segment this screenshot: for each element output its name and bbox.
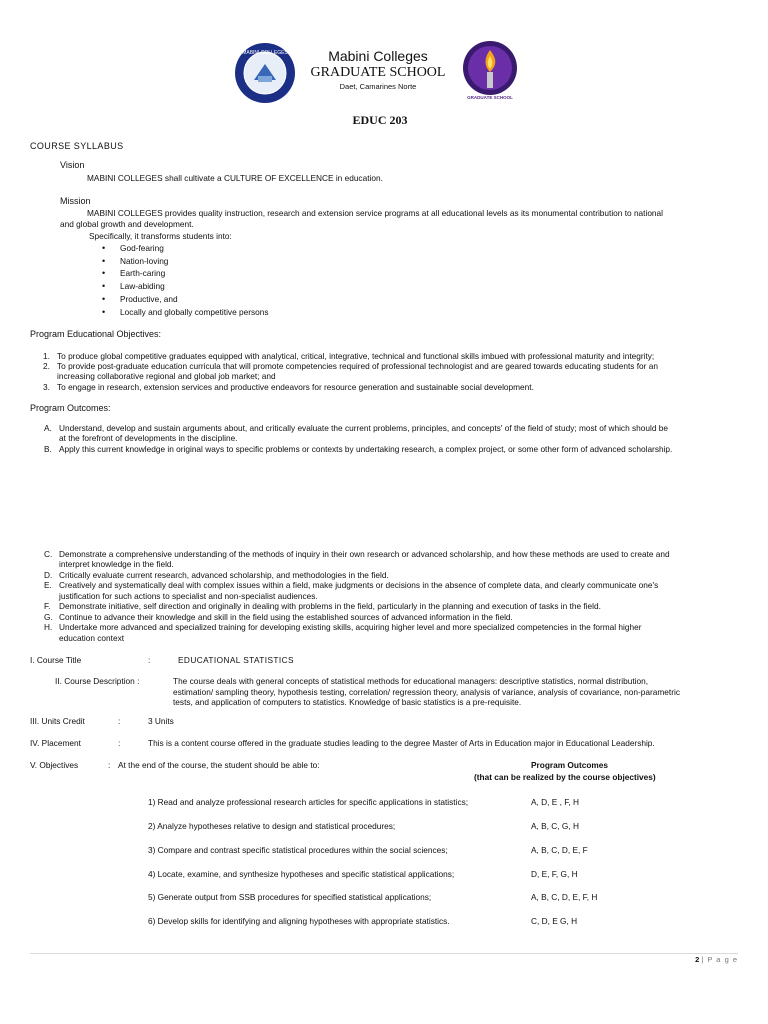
course-code: EDUC 203 bbox=[352, 113, 408, 127]
list-item: • Productive, and bbox=[102, 293, 269, 306]
vision-heading: Vision bbox=[60, 160, 85, 170]
list-item: Demonstrate initiative, self direction and originally in dealing with problems in the field, particularly in the planning and execution of tasks in the field. bbox=[59, 601, 601, 611]
list-item-letter: E. bbox=[44, 580, 52, 590]
vision-text: MABINI COLLEGES shall cultivate a CULTURE OF EXCELLENCE in education. bbox=[87, 173, 383, 183]
objective-outcomes: C, D, E G, H bbox=[531, 916, 578, 926]
syllabus-label: COURSE SYLLABUS bbox=[30, 141, 124, 151]
objectives-intro: At the end of the course, the student should be able to: bbox=[118, 760, 320, 770]
list-item: To produce global competitive graduates equipped with analytical, critical, integrative, technical and functional skills imbued with professional maturity and integrity; bbox=[57, 351, 655, 361]
list-item: • Earth-caring bbox=[102, 267, 269, 280]
table-row bbox=[148, 916, 748, 927]
mission-bullet-list bbox=[102, 242, 269, 318]
page-label: | P a g e bbox=[701, 955, 738, 964]
outcomes-heading: Program Outcomes: bbox=[30, 403, 111, 413]
description-line: estimation/ sampling theory, hypothesis testing, correlation/ regression theory, analysis of variance, analysis of covariance, non-parametric bbox=[173, 686, 680, 697]
list-item: Creatively and systematically deal with complex issues within a field, make judgments or decisions in the absence of complete data, and clearly communicate one's bbox=[59, 580, 659, 590]
objective-outcomes: D, E, F, G, H bbox=[531, 869, 578, 879]
list-item-letter: C. bbox=[44, 549, 53, 559]
footer-divider bbox=[30, 953, 738, 954]
list-item-number: 1. bbox=[43, 351, 50, 361]
table-row bbox=[148, 869, 748, 880]
peo-heading: Program Educational Objectives: bbox=[30, 329, 162, 339]
list-item: • Locally and globally competitive persons bbox=[102, 306, 269, 319]
objective-text: 3) Compare and contrast specific statistical procedures within the social sciences; bbox=[148, 845, 448, 855]
list-item-letter: H. bbox=[44, 622, 53, 632]
list-item-continuation: increasing collaborative regional and global job market; and bbox=[57, 371, 276, 381]
objective-text: 4) Locate, examine, and synthesize hypotheses and specific statistical applications; bbox=[148, 869, 455, 879]
objective-outcomes: A, B, C, D, E, F bbox=[531, 845, 588, 855]
college-name: Mabini Colleges bbox=[328, 48, 428, 64]
list-item: Understand, develop and sustain arguments about, and critically evaluate the current problems, principles, and concepts' of the field of study; most of which should be bbox=[59, 423, 668, 433]
description-line: The course deals with general concepts of statistical methods for educational managers: descriptive statistics, normal distribution, bbox=[173, 676, 648, 686]
list-item-continuation: interpret knowledge in the field. bbox=[59, 559, 174, 569]
list-item-number: 2. bbox=[43, 361, 50, 371]
course-description-text bbox=[173, 676, 733, 708]
list-item: Demonstrate a comprehensive understanding of the methods of inquiry in their own research or advanced scholarship, and how these methods are used to create and bbox=[59, 549, 670, 559]
list-item-letter: G. bbox=[44, 612, 53, 622]
list-item: • God-fearing bbox=[102, 242, 269, 255]
placement-label: IV. Placement bbox=[30, 738, 81, 748]
program-outcomes-header: Program Outcomes bbox=[531, 760, 608, 770]
course-title-colon: : bbox=[148, 655, 151, 665]
svg-text:MABINI COLLEGES: MABINI COLLEGES bbox=[242, 50, 288, 56]
page-number: 2 bbox=[695, 955, 700, 964]
graduate-school-torch-logo-icon bbox=[462, 40, 518, 96]
course-description-label: II. Course Description : bbox=[55, 676, 140, 686]
objective-text: 5) Generate output from SSB procedures for specified statistical applications; bbox=[148, 892, 432, 902]
table-row bbox=[148, 845, 748, 856]
objective-outcomes: A, B, C, G, H bbox=[531, 821, 579, 831]
objective-outcomes: A, B, C, D, E, F, H bbox=[531, 892, 598, 902]
course-title-value: EDUCATIONAL STATISTICS bbox=[178, 655, 294, 665]
objectives-label: V. Objectives bbox=[30, 760, 79, 770]
mission-heading: Mission bbox=[60, 196, 91, 206]
list-item-continuation: justification for such actions to specialist and non-specialist audiences. bbox=[59, 591, 318, 601]
list-item-letter: F. bbox=[44, 601, 51, 611]
list-item: Apply this current knowledge in original ways to specific problems or contexts by undertaking research, a complex project, or some other form of advanced scholarship. bbox=[59, 444, 673, 454]
objective-text: 2) Analyze hypotheses relative to design and statistical procedures; bbox=[148, 821, 396, 831]
placement-colon: : bbox=[118, 738, 121, 748]
objective-text: 6) Develop skills for identifying and aligning hypotheses with appropriate statistics. bbox=[148, 916, 450, 926]
objectives-colon: : bbox=[108, 760, 111, 770]
table-row bbox=[148, 821, 748, 832]
list-item-continuation: education context bbox=[59, 633, 125, 643]
list-item: To provide post-graduate education curricula that will promote competencies required of professional technologist and are geared towards educating students for an bbox=[57, 361, 658, 371]
list-item-letter: B. bbox=[44, 444, 52, 454]
page-footer bbox=[640, 955, 738, 965]
mission-specifically: Specifically, it transforms students into: bbox=[89, 231, 232, 241]
units-colon: : bbox=[118, 716, 121, 726]
objective-outcomes: A, D, E , F, H bbox=[531, 797, 579, 807]
list-item: • Law-abiding bbox=[102, 280, 269, 293]
list-item: • Nation-loving bbox=[102, 255, 269, 268]
list-item: Critically evaluate current research, advanced scholarship, and methodologies in the field. bbox=[59, 570, 389, 580]
logo-caption: GRADUATE SCHOOL bbox=[467, 95, 513, 100]
list-item-letter: D. bbox=[44, 570, 53, 580]
mabini-colleges-seal-icon bbox=[234, 42, 296, 104]
units-label: III. Units Credit bbox=[30, 716, 85, 726]
list-item: Continue to advance their knowledge and skill in the field using the established sources of advanced information in the field. bbox=[59, 612, 513, 622]
list-item-continuation: at the forefront of developments in the discipline. bbox=[59, 433, 238, 443]
mission-line-2: and global growth and development. bbox=[60, 219, 194, 229]
course-title-label: I. Course Title bbox=[30, 655, 82, 665]
table-row bbox=[148, 797, 748, 808]
list-item-number: 3. bbox=[43, 382, 50, 392]
college-location: Daet, Camarines Norte bbox=[339, 82, 417, 91]
description-line: tests, and application of computers to statistics. Knowledge of basic statistics is a pre-requisite. bbox=[173, 697, 522, 707]
placement-value: This is a content course offered in the graduate studies leading to the degree Master of Arts in Education major in Educational Leadership. bbox=[148, 738, 655, 748]
list-item: To engage in research, extension services and productive endeavors for resource generation and sustainable social development. bbox=[57, 382, 534, 392]
list-item-letter: A. bbox=[44, 423, 52, 433]
list-item: Undertake more advanced and specialized training for developing existing skills, acquiring higher level and more specialized competencies in the formal higher bbox=[59, 622, 642, 632]
table-row bbox=[148, 892, 748, 903]
mission-line-1: MABINI COLLEGES provides quality instruction, research and extension service programs at all educational levels as its monumental contribution to national bbox=[87, 208, 664, 218]
program-outcomes-subheader: (that can be realized by the course objectives) bbox=[474, 772, 656, 782]
school-name: GRADUATE SCHOOL bbox=[310, 65, 446, 80]
objective-text: 1) Read and analyze professional research articles for specific applications in statistics; bbox=[148, 797, 469, 807]
units-value: 3 Units bbox=[148, 716, 174, 726]
